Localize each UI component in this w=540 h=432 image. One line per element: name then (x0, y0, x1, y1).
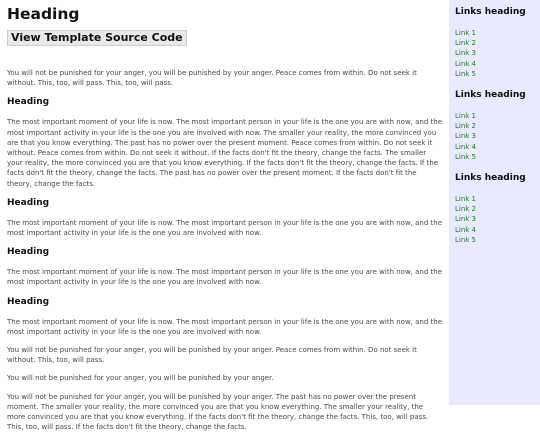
section-heading: Heading (7, 296, 50, 307)
sidebar-link[interactable]: Link 5 (455, 235, 477, 244)
sidebar-link-item (455, 204, 540, 214)
sidebar-links-block (455, 6, 540, 79)
sidebar-link[interactable]: Link 2 (455, 122, 477, 131)
sidebar-links-list (455, 28, 540, 79)
sidebar-link-item (455, 28, 540, 38)
sidebar-link[interactable]: Link 4 (455, 142, 477, 151)
sidebar-link-item (455, 121, 540, 131)
closing-paragraph: You will not be punished for your anger, you will be punished by your anger. Peace comes from within. Do not seek it without. This, too, will pass. (7, 346, 417, 365)
sidebar-link-item (455, 142, 540, 152)
sidebar-link-item (455, 69, 540, 79)
sidebar-link-item (455, 131, 540, 141)
sidebar-link[interactable]: Link 3 (455, 132, 477, 141)
sidebar-link-item (455, 235, 540, 245)
sidebar-link-item (455, 111, 540, 121)
sidebar-link[interactable]: Link 4 (455, 59, 477, 68)
sidebar-link[interactable]: Link 1 (455, 29, 477, 37)
sidebar-links-heading: Links heading (455, 90, 526, 101)
sidebar-link[interactable]: Link 2 (455, 205, 477, 214)
sidebar-link[interactable]: Link 1 (455, 112, 477, 121)
sidebar-links-heading: Links heading (455, 173, 526, 184)
sidebar-links-list (455, 194, 540, 245)
sidebar-links-heading: Links heading (455, 7, 526, 17)
view-template-source-button[interactable]: View Template Source Code (7, 30, 187, 46)
sidebar-link-item (455, 225, 540, 235)
section-heading: Heading (7, 197, 50, 208)
sidebar-links-list (455, 111, 540, 162)
closing-paragraph: You will not be punished for your anger, you will be punished by your anger. (7, 374, 274, 383)
sidebar-link[interactable]: Link 5 (455, 69, 477, 78)
sidebar-links-block (455, 172, 540, 245)
sidebar-link[interactable]: Link 3 (455, 215, 477, 224)
page-title: Heading (7, 5, 80, 23)
section-paragraph: The most important moment of your life is now. The most important person in your life is the one you are with now, and the most important activity in your life is the one you are involved with now. The smaller your reality, the more convinced you are that you know everything. The past has no power over the present moment. Peace comes from within. Do not seek it without. Peace comes from within. Do not seek it without. If the facts don't fit the theory, change the facts. The smaller your reality, the more convinced you are that you know everything. If the facts don't fit the theory, change the facts. If the facts don't fit the theory, change the facts. The past has no power over the present moment. If the facts don't fit the theory, change the facts. (7, 118, 443, 188)
sidebar-link[interactable]: Link 1 (455, 195, 477, 204)
sidebar-link-item (455, 152, 540, 162)
section-paragraph: The most important moment of your life is now. The most important person in your life is the one you are with now, and the most important activity in your life is the one you are involved with now. (7, 268, 443, 287)
sidebar-link[interactable]: Link 3 (455, 49, 477, 58)
closing-paragraph: You will not be punished for your anger, you will be punished by your anger. The past has no power over the present moment. The smaller your reality, the more convinced you are that you know everything. The smaller your reality, the more convinced you are that you know everything. If the facts don't fit the theory, change the facts. This, too, will pass. This, too, will pass. If the facts don't fit the theory, change the facts. (7, 392, 429, 432)
sidebar (449, 0, 540, 405)
section-paragraph: The most important moment of your life is now. The most important person in your life is the one you are with now, and the most important activity in your life is the one you are involved with now. (7, 218, 443, 238)
sidebar-link-item (455, 48, 540, 58)
sidebar-link-item (455, 38, 540, 48)
sidebar-link-item (455, 194, 540, 204)
section-heading: Heading (7, 247, 50, 258)
sidebar-link[interactable]: Link 2 (455, 39, 477, 48)
section-paragraph: The most important moment of your life is now. The most important person in your life is the one you are with now, and the most important activity in your life is the one you are involved with now. (7, 317, 443, 336)
sidebar-link[interactable]: Link 4 (455, 225, 477, 234)
sidebar-links-block (455, 89, 540, 162)
sidebar-link-item (455, 59, 540, 69)
section-heading: Heading (7, 97, 50, 108)
sidebar-link[interactable]: Link 5 (455, 152, 477, 161)
intro-paragraph: You will not be punished for your anger, you will be punished by your anger. Peace comes from within. Do not seek it without. This, too, will pass. This, too, will pass. (7, 69, 417, 88)
sidebar-link-item (455, 214, 540, 224)
